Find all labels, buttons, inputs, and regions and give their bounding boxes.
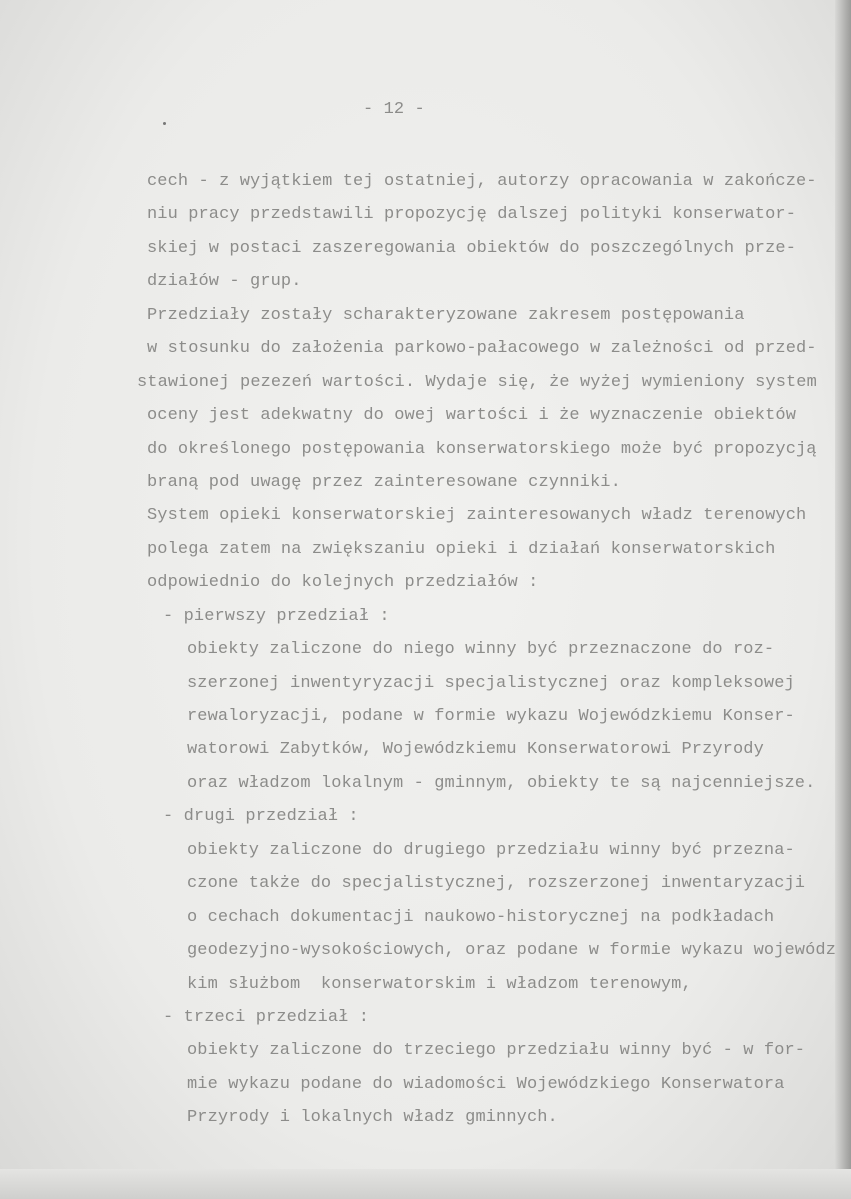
list-item-line: szerzonej inwentyryzacji specjalistycznej oraz kompleksowej	[187, 673, 795, 693]
text-line: niu pracy przedstawili propozycję dalszej polityki konserwator-	[147, 205, 797, 225]
text-line: polega zatem na zwiększaniu opieki i działań konserwatorskich	[147, 539, 776, 559]
scan-edge-right	[835, 0, 851, 1199]
scan-edge-bottom	[0, 1169, 851, 1199]
text-line: do określonego postępowania konserwatorskiego może być propozycją	[147, 439, 817, 459]
document-body	[137, 165, 837, 1135]
list-item-label: - trzeci przedział :	[163, 1007, 370, 1027]
text-line: cech - z wyjątkiem tej ostatniej, autorzy opracowania w zakończe-	[147, 172, 817, 191]
list-item-line: mie wykazu podane do wiadomości Wojewódzkiego Konserwatora	[187, 1074, 785, 1094]
list-item-line: kim służbom konserwatorskim i władzom terenowym,	[187, 974, 692, 994]
ink-speck	[163, 122, 166, 125]
text-line: System opieki konserwatorskiej zainteresowanych władz terenowych	[147, 506, 807, 526]
text-line: odpowiednio do kolejnych przedziałów :	[147, 573, 539, 593]
text-line: braną pod uwagę przez zainteresowane czynniki.	[147, 472, 621, 492]
list-item-label: - drugi przedział :	[163, 807, 359, 827]
list-item-label: - pierwszy przedział :	[163, 606, 390, 626]
list-item-line: obiekty zaliczone do trzeciego przedziału winny być - w for-	[187, 1041, 806, 1061]
list-item-line: geodezyjno-wysokościowych, oraz podane w formie wykazu wojewódz	[187, 941, 837, 961]
text-line: działów - grup.	[147, 272, 302, 292]
list-item-line: o cechach dokumentacji naukowo-historycznej na podkładach	[187, 907, 775, 927]
text-line: Przedziały zostały scharakteryzowane zakresem postępowania	[147, 305, 745, 325]
list-item-line: obiekty zaliczone do drugiego przedziału winny być przezna-	[187, 840, 795, 860]
text-line: skiej w postaci zaszeregowania obiektów do poszczególnych prze-	[147, 238, 797, 258]
list-item-line: obiekty zaliczone do niego winny być przeznaczone do roz-	[187, 640, 775, 660]
list-item-line: rewaloryzacji, podane w formie wykazu Wojewódzkiemu Konser-	[187, 707, 795, 726]
list-item-line: oraz władzom lokalnym - gminnym, obiekty te są najcenniejsze.	[187, 773, 816, 793]
text-line: oceny jest adekwatny do owej wartości i że wyznaczenie obiektów	[147, 406, 797, 426]
list-item-line: watorowi Zabytków, Wojewódzkiemu Konserwatorowi Przyrody	[187, 740, 764, 760]
text-line: w stosunku do założenia parkowo-pałacowego w zależności od przed-	[147, 339, 817, 359]
text-line: stawionej pezezeń wartości. Wydaje się, że wyżej wymieniony system	[137, 372, 817, 392]
list-item-line: czone także do specjalistycznej, rozszerzonej inwentaryzacji	[187, 874, 806, 894]
list-item-line: Przyrody i lokalnych władz gminnych.	[187, 1108, 558, 1128]
page-number: - 12 -	[363, 100, 425, 119]
